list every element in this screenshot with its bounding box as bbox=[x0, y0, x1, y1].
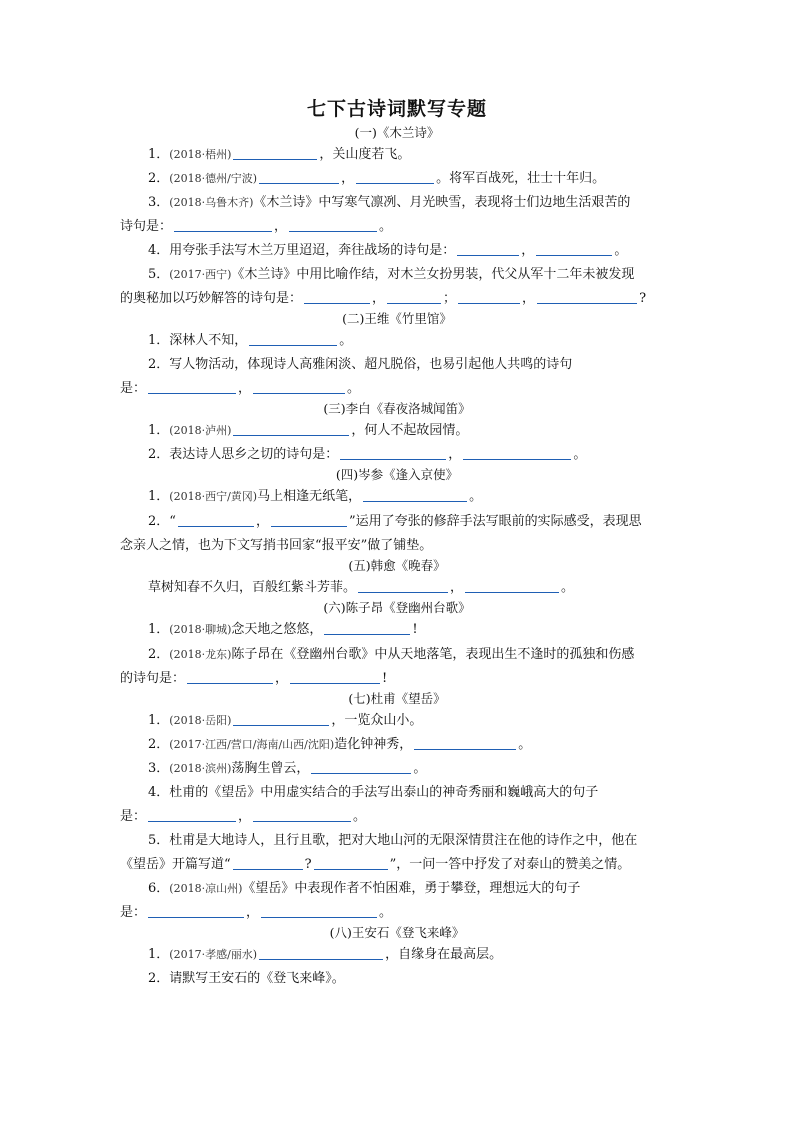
answer-blank[interactable] bbox=[458, 289, 520, 304]
answer-blank[interactable] bbox=[304, 289, 370, 304]
section-heading-wanchun: (五)韩愈《晚春》 bbox=[348, 558, 446, 573]
answer-blank[interactable] bbox=[233, 711, 329, 726]
answer-blank[interactable] bbox=[324, 620, 410, 635]
question-7-4-continued: 是： ， 。 bbox=[120, 809, 367, 824]
answer-blank[interactable] bbox=[148, 379, 236, 394]
question-6-2: 2．(2018·龙东)陈子昂在《登幽州台歌》中从天地落笔，表现出生不逢时的孤独和伤感 bbox=[148, 647, 635, 662]
section-heading-youzhoutai: (六)陈子昂《登幽州台歌》 bbox=[323, 600, 471, 615]
question-7-3: 3．(2018·滨州)荡胸生曾云， 。 bbox=[148, 761, 427, 776]
answer-blank[interactable] bbox=[457, 241, 519, 256]
question-4-2: 2．“ ， ”运用了夸张的修辞手法写眼前的实际感受，表现思 bbox=[148, 514, 642, 529]
section-heading-chunye: (三)李白《春夜洛城闻笛》 bbox=[323, 401, 471, 416]
question-1-2: 2．(2018·德州/宁波) ， 。将军百战死，壮士十年归。 bbox=[148, 171, 606, 186]
question-8-2: 2．请默写王安石的《登飞来峰》。 bbox=[148, 971, 345, 986]
question-5: 草树知春不久归，百般红紫斗芳菲。 ， 。 bbox=[148, 580, 575, 595]
question-7-6-continued: 是： ， 。 bbox=[120, 905, 393, 920]
section-heading-zhuliguan: (二)王维《竹里馆》 bbox=[342, 311, 452, 326]
question-4-2-continued: 念亲人之情，也为下文写捎书回家“报平安”做了铺垫。 bbox=[120, 538, 433, 553]
section-heading-mulan: (一)《木兰诗》 bbox=[354, 125, 440, 140]
section-heading-fengrujingshi: (四)岑参《逢入京使》 bbox=[335, 467, 459, 482]
question-2-1: 1．深林人不知， 。 bbox=[148, 333, 353, 348]
question-7-1: 1．(2018·岳阳) ，一览众山小。 bbox=[148, 713, 423, 728]
question-1-5: 5．(2017·西宁)《木兰诗》中用比喻作结，对木兰女扮男装，代父从军十二年未被发现 bbox=[148, 267, 635, 282]
answer-blank[interactable] bbox=[356, 169, 434, 184]
question-3-1: 1．(2018·泸州) ，何人不起故园情。 bbox=[148, 423, 469, 438]
question-7-5-continued: 《望岳》开篇写道“ ? ”，一问一答中抒发了对泰山的赞美之情。 bbox=[120, 857, 631, 872]
answer-blank[interactable] bbox=[463, 445, 571, 460]
answer-blank[interactable] bbox=[148, 807, 236, 822]
answer-blank[interactable] bbox=[259, 169, 339, 184]
answer-blank[interactable] bbox=[289, 217, 377, 232]
question-1-3-continued: 诗句是： ， 。 bbox=[120, 219, 393, 234]
question-2-2-continued: 是： ， 。 bbox=[120, 381, 361, 396]
question-1-3: 3．(2018·乌鲁木齐)《木兰诗》中写寒气凛冽、月光映雪，表现将士们边地生活艰苦的 bbox=[148, 195, 631, 210]
answer-blank[interactable] bbox=[233, 855, 303, 870]
question-1-5-continued: 的奥秘加以巧妙解答的诗句是： ， ； ， ? bbox=[120, 291, 647, 306]
question-4-1: 1．(2018·西宁/黄冈)马上相逢无纸笔， 。 bbox=[148, 489, 483, 504]
answer-blank[interactable] bbox=[387, 289, 441, 304]
answer-blank[interactable] bbox=[249, 331, 337, 346]
answer-blank[interactable] bbox=[314, 855, 388, 870]
answer-blank[interactable] bbox=[233, 421, 349, 436]
answer-blank[interactable] bbox=[271, 512, 347, 527]
page-title: 七下古诗词默写专题 bbox=[306, 98, 487, 120]
answer-blank[interactable] bbox=[536, 241, 612, 256]
answer-blank[interactable] bbox=[174, 217, 272, 232]
answer-blank[interactable] bbox=[253, 807, 351, 822]
answer-blank[interactable] bbox=[311, 759, 411, 774]
question-1-1: 1．(2018·梧州) ，关山度若飞。 bbox=[148, 147, 411, 162]
answer-blank[interactable] bbox=[233, 145, 317, 160]
section-heading-wangyue: (七)杜甫《望岳》 bbox=[348, 691, 446, 706]
answer-blank[interactable] bbox=[261, 903, 377, 918]
answer-blank[interactable] bbox=[414, 735, 516, 750]
section-heading-dengfeilaifeng: (八)王安石《登飞来峰》 bbox=[329, 925, 465, 940]
question-7-2: 2．(2017·江西/营口/海南/山西/沈阳)造化钟神秀， 。 bbox=[148, 737, 532, 752]
answer-blank[interactable] bbox=[358, 578, 448, 593]
question-6-2-continued: 的诗句是： ， ! bbox=[120, 671, 388, 686]
answer-blank[interactable] bbox=[290, 669, 380, 684]
answer-blank[interactable] bbox=[363, 487, 467, 502]
question-7-4: 4．杜甫的《望岳》中用虚实结合的手法写出泰山的神奇秀丽和巍峨高大的句子 bbox=[148, 785, 599, 800]
answer-blank[interactable] bbox=[340, 445, 446, 460]
answer-blank[interactable] bbox=[187, 669, 273, 684]
answer-blank[interactable] bbox=[253, 379, 345, 394]
answer-blank[interactable] bbox=[148, 903, 244, 918]
answer-blank[interactable] bbox=[178, 512, 254, 527]
question-8-1: 1．(2017·孝感/丽水) ，自缘身在最高层。 bbox=[148, 947, 503, 962]
question-7-6: 6．(2018·凉山州)《望岳》中表现作者不怕困难，勇于攀登，理想远大的句子 bbox=[148, 881, 581, 896]
question-1-4: 4．用夸张手法写木兰万里迢迢，奔往战场的诗句是： ， 。 bbox=[148, 243, 628, 258]
question-7-5: 5．杜甫是大地诗人，且行且歌，把对大地山河的无限深情贯注在他的诗作之中，他在 bbox=[148, 833, 638, 848]
answer-blank[interactable] bbox=[465, 578, 559, 593]
answer-blank[interactable] bbox=[537, 289, 637, 304]
question-6-1: 1．(2018·聊城)念天地之悠悠， ! bbox=[148, 622, 418, 637]
question-3-2: 2．表达诗人思乡之切的诗句是： ， 。 bbox=[148, 447, 587, 462]
question-2-2: 2．写人物活动，体现诗人高雅闲淡、超凡脱俗，也易引起他人共鸣的诗句 bbox=[148, 357, 573, 372]
answer-blank[interactable] bbox=[259, 945, 383, 960]
